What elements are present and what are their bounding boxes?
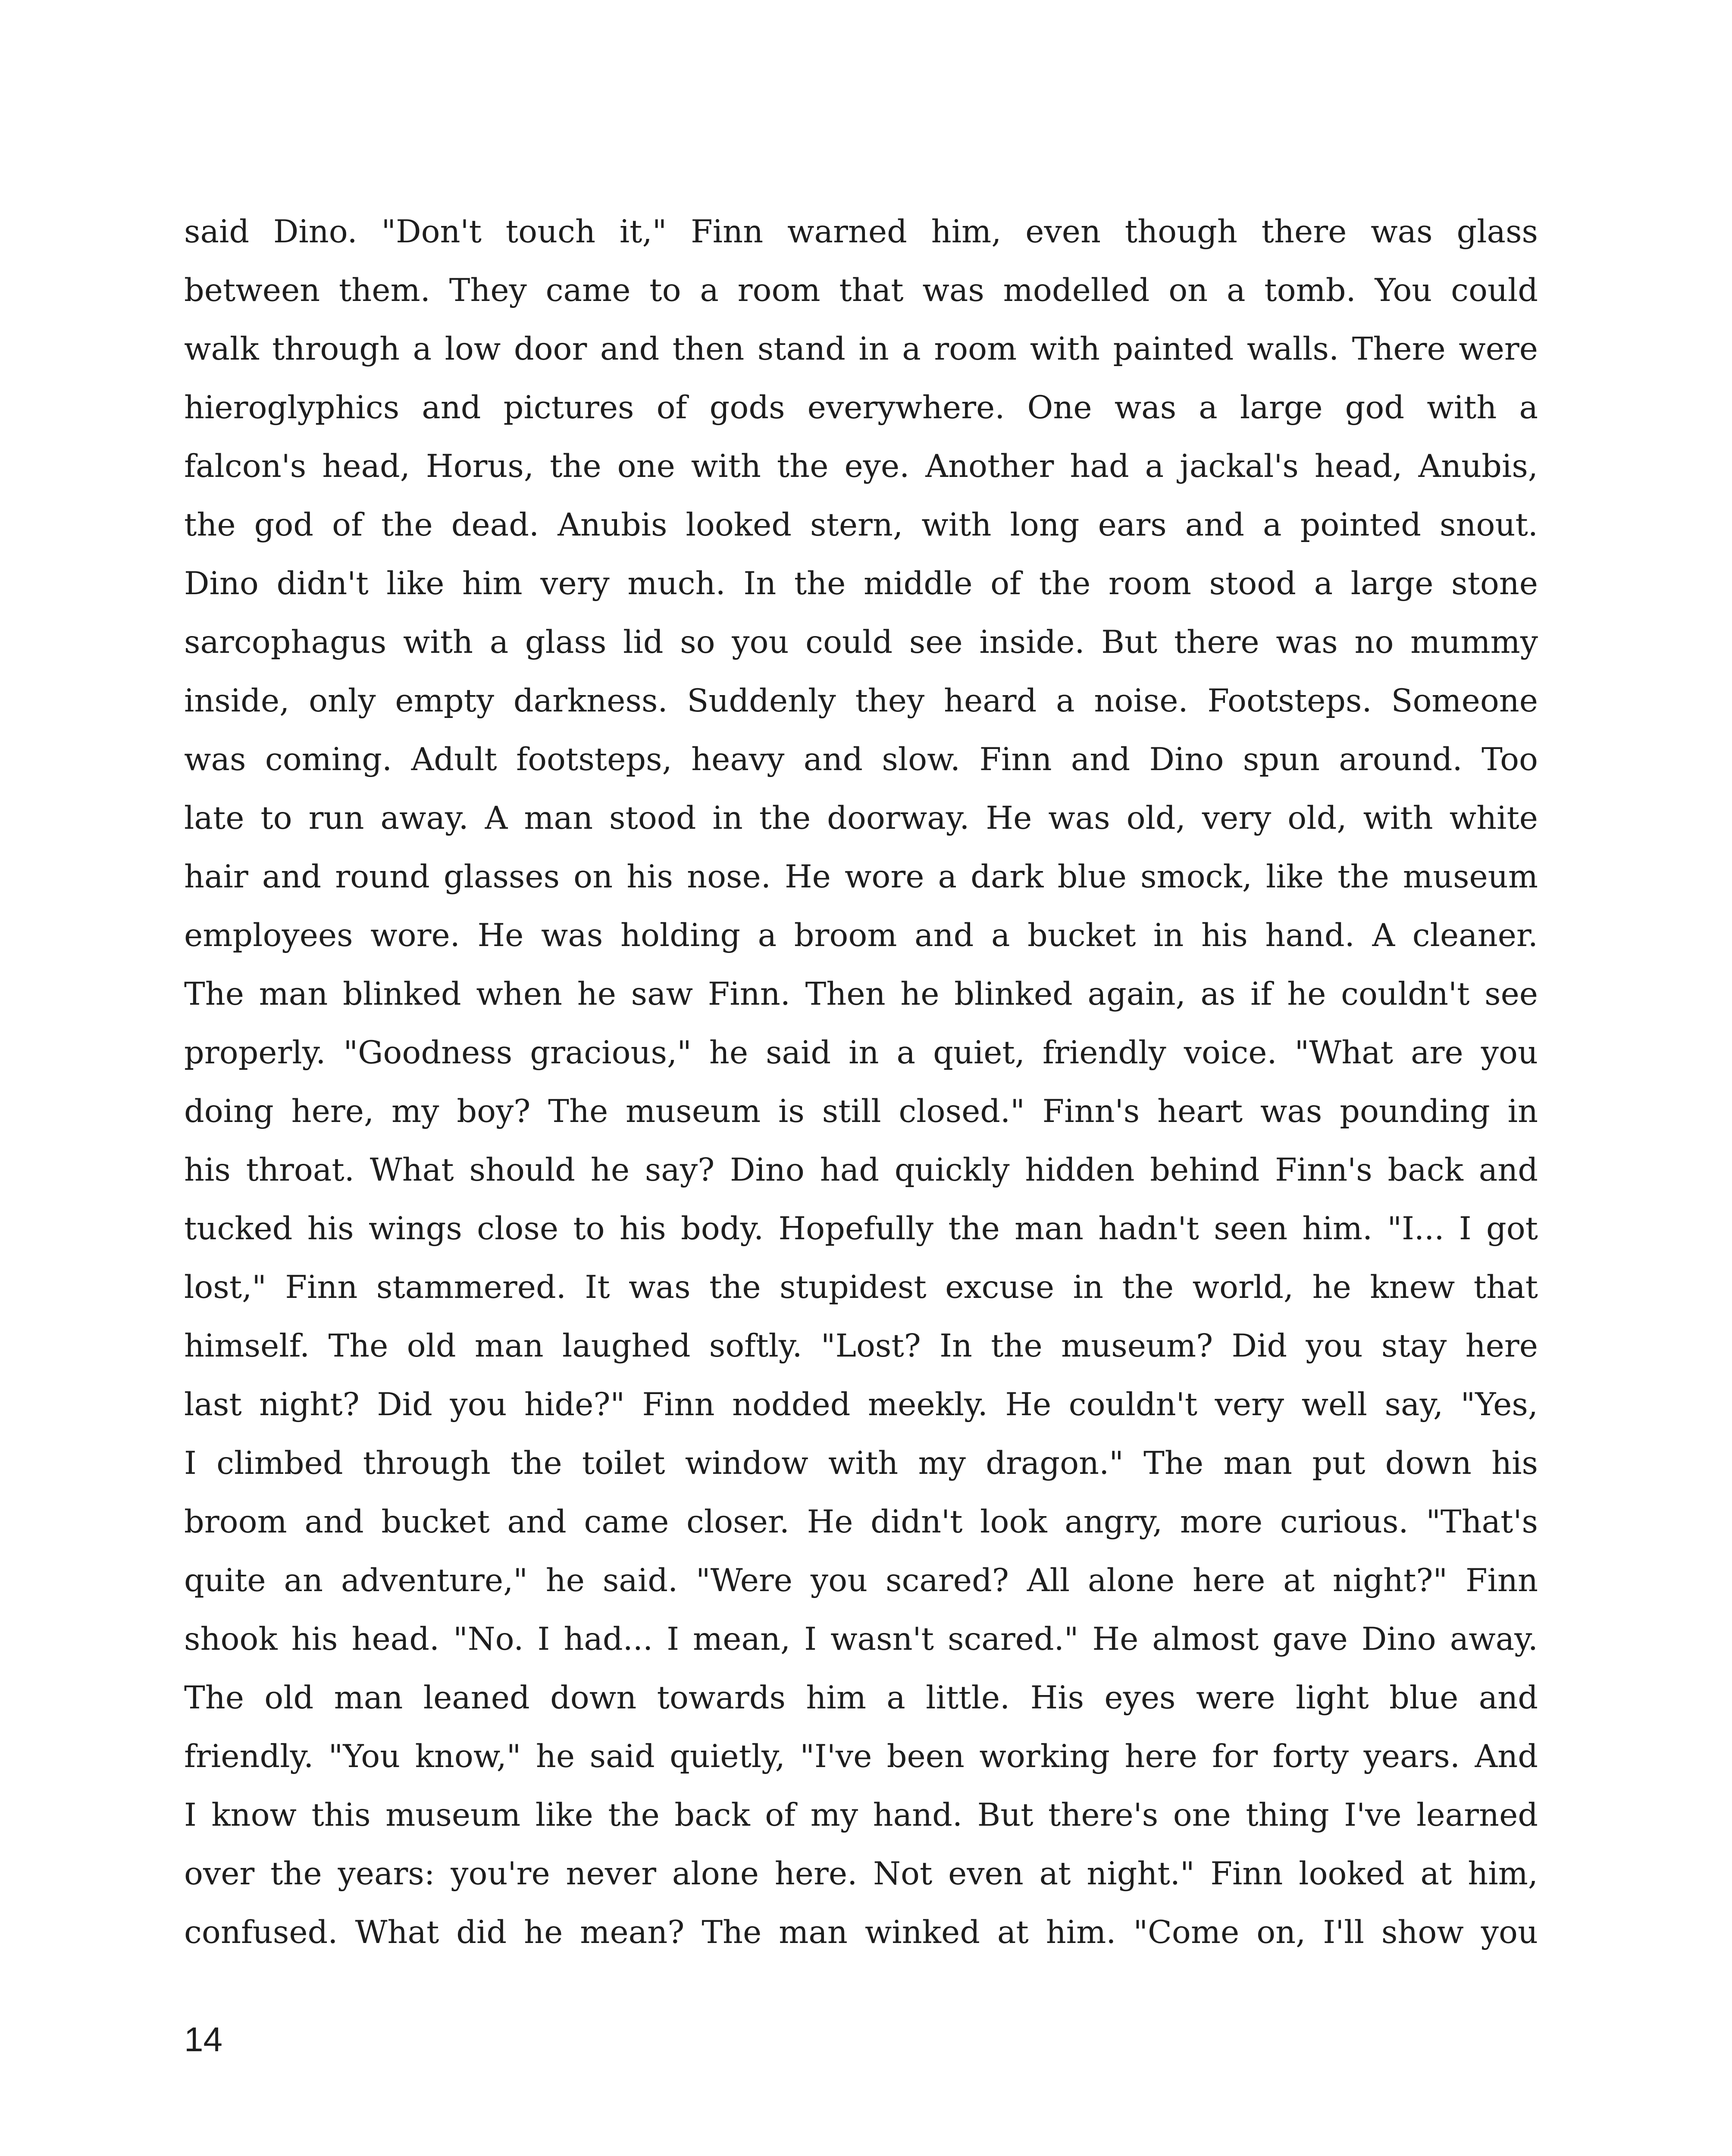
text-line: The man blinked when he saw Finn. Then he blinked again, as if he couldn't see [184, 976, 1538, 1012]
text-line: confused. What did he mean? The man winked at him. "Come on, I'll show you [184, 1914, 1538, 1951]
text-line: the god of the dead. Anubis looked stern, with long ears and a pointed snout. [184, 507, 1538, 543]
text-line: last night? Did you hide?" Finn nodded meekly. He couldn't very well say, "Yes, [184, 1386, 1538, 1423]
text-line: Dino didn't like him very much. In the middle of the room stood a large stone [184, 565, 1538, 602]
text-line: sarcophagus with a glass lid so you could see inside. But there was no mummy [184, 624, 1538, 661]
text-line: broom and bucket and came closer. He didn't look angry, more curious. "That's [184, 1504, 1538, 1540]
text-line: walk through a low door and then stand in a room with painted walls. There were [184, 331, 1538, 367]
text-line: employees wore. He was holding a broom and a bucket in his hand. A cleaner. [184, 917, 1538, 954]
text-line: friendly. "You know," he said quietly, "I've been working here for forty years. And [184, 1738, 1538, 1775]
text-line: shook his head. "No. I had... I mean, I wasn't scared." He almost gave Dino away. [184, 1621, 1538, 1658]
text-line: his throat. What should he say? Dino had quickly hidden behind Finn's back and [184, 1152, 1538, 1188]
text-line: hieroglyphics and pictures of gods everywhere. One was a large god with a [184, 389, 1538, 426]
text-line: falcon's head, Horus, the one with the eye. Another had a jackal's head, Anubis, [184, 448, 1538, 485]
text-line: was coming. Adult footsteps, heavy and slow. Finn and Dino spun around. Too [184, 741, 1538, 778]
text-line: late to run away. A man stood in the doorway. He was old, very old, with white [184, 800, 1538, 837]
text-line: I know this museum like the back of my hand. But there's one thing I've learned [184, 1797, 1538, 1833]
text-line: tucked his wings close to his body. Hopefully the man hadn't seen him. "I... I got [184, 1210, 1538, 1247]
text-line: himself. The old man laughed softly. "Lost? In the museum? Did you stay here [184, 1328, 1538, 1364]
text-line: I climbed through the toilet window with my dragon." The man put down his [184, 1445, 1538, 1482]
text-line: quite an adventure," he said. "Were you scared? All alone here at night?" Finn [184, 1562, 1538, 1599]
text-line: over the years: you're never alone here. Not even at night." Finn looked at him, [184, 1855, 1538, 1892]
text-line: hair and round glasses on his nose. He wore a dark blue smock, like the museum [184, 859, 1538, 895]
text-line: properly. "Goodness gracious," he said in a quiet, friendly voice. "What are you [184, 1034, 1538, 1071]
body-text [184, 203, 1538, 1962]
text-line: doing here, my boy? The museum is still closed." Finn's heart was pounding in [184, 1093, 1538, 1130]
text-line: The old man leaned down towards him a little. His eyes were light blue and [184, 1680, 1538, 1716]
text-line: said Dino. "Don't touch it," Finn warned him, even though there was glass [184, 213, 1538, 250]
page-number: 14 [184, 2020, 222, 2059]
text-line: inside, only empty darkness. Suddenly they heard a noise. Footsteps. Someone [184, 683, 1538, 719]
text-line: lost," Finn stammered. It was the stupidest excuse in the world, he knew that [184, 1269, 1538, 1306]
text-line: between them. They came to a room that was modelled on a tomb. You could [184, 272, 1538, 309]
